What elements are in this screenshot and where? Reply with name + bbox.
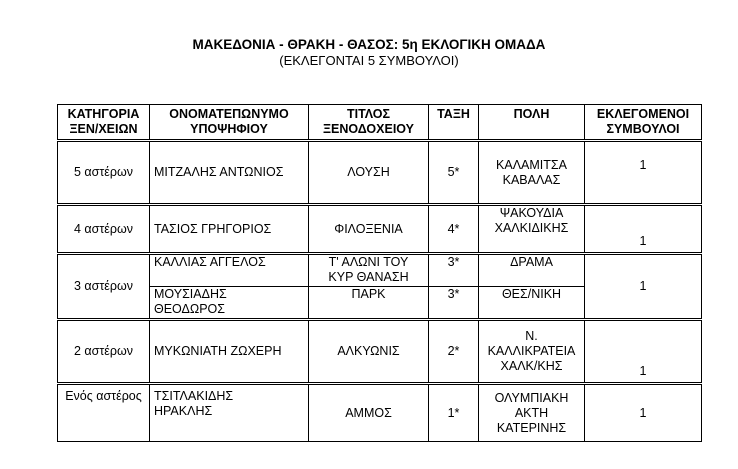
header-elected: ΕΚΛΕΓΟΜΕΝΟΙ ΣΥΜΒΟΥΛΟΙ (585, 105, 702, 141)
city-cell: ΔΡΑΜΑ (479, 254, 585, 287)
category-cell: 2 αστέρων (58, 320, 150, 384)
header-category: ΚΑΤΗΓΟΡΙΑ ΞΕΝ/ΧΕΙΩΝ (58, 105, 150, 141)
rating-cell: 5* (429, 141, 479, 205)
city-cell: ΨΑΚΟΥΔΙΑ ΧΑΛΚΙΔΙΚΗΣ (479, 205, 585, 254)
table-row (58, 254, 702, 287)
candidate-name-cell: ΜΥΚΩΝΙΑΤΗ ΖΩΧΕΡΗ (150, 320, 309, 384)
elected-cell: 1 (585, 254, 702, 320)
header-city: ΠΟΛΗ (479, 105, 585, 141)
table-row (58, 141, 702, 205)
city-cell: Ν. ΚΑΛΛΙΚΡΑΤΕΙΑ ΧΑΛΚ/ΚΗΣ (479, 320, 585, 384)
candidate-name-cell: ΜΙΤΖΑΛΗΣ ΑΝΤΩΝΙΟΣ (150, 141, 309, 205)
page-title: ΜΑΚΕΔΟΝΙΑ - ΘΡΑΚΗ - ΘΑΣΟΣ: 5η ΕΚΛΟΓΙΚΗ ΟΜΑΔΑ (192, 37, 546, 52)
elected-cell: 1 (585, 384, 702, 442)
header-hotel: ΤΙΤΛΟΣ ΞΕΝΟΔΟΧΕΙΟΥ (309, 105, 429, 141)
candidate-name-cell: ΜΟΥΣΙΑΔΗΣ ΘΕΟΔΩΡΟΣ (150, 287, 309, 320)
hotel-cell: ΠΑΡΚ (309, 287, 429, 320)
page-subtitle: (ΕΚΛΕΓΟΝΤΑΙ 5 ΣΥΜΒΟΥΛΟΙ) (279, 53, 459, 68)
hotel-cell: Τ' ΑΛΩΝΙ ΤΟΥ ΚΥΡ ΘΑΝΑΣΗ (309, 254, 429, 287)
hotel-cell: ΑΜΜΟΣ (309, 384, 429, 442)
hotel-cell: ΦΙΛΟΞΕΝΙΑ (309, 205, 429, 254)
table-header-row (58, 105, 702, 141)
elected-cell: 1 (585, 205, 702, 254)
city-cell: ΟΛΥΜΠΙΑΚΗ ΑΚΤΗ ΚΑΤΕΡΙΝΗΣ (479, 384, 585, 442)
hotel-cell: ΑΛΚΥΩΝΙΣ (309, 320, 429, 384)
category-cell: Ενός αστέρος (58, 384, 150, 442)
category-cell: 5 αστέρων (58, 141, 150, 205)
rating-cell: 3* (429, 287, 479, 320)
candidate-name-cell: ΚΑΛΛΙΑΣ ΑΓΓΕΛΟΣ (150, 254, 309, 287)
header-rating: ΤΑΞΗ (429, 105, 479, 141)
rating-cell: 1* (429, 384, 479, 442)
table-row (58, 205, 702, 254)
header-name: ΟΝΟΜΑΤΕΠΩΝΥΜΟ ΥΠΟΨΗΦΙΟΥ (150, 105, 309, 141)
candidate-name-cell: ΤΑΣΙΟΣ ΓΡΗΓΟΡΙΟΣ (150, 205, 309, 254)
city-cell: ΚΑΛΑΜΙΤΣΑ ΚΑΒΑΛΑΣ (479, 141, 585, 205)
hotel-cell: ΛΟΥΣΗ (309, 141, 429, 205)
candidates-table (57, 104, 702, 442)
rating-cell: 4* (429, 205, 479, 254)
category-cell: 3 αστέρων (58, 254, 150, 320)
category-cell: 4 αστέρων (58, 205, 150, 254)
elected-cell: 1 (585, 141, 702, 205)
candidate-name-cell: ΤΣΙΤΛΑΚΙΔΗΣ ΗΡΑΚΛΗΣ (150, 384, 309, 442)
rating-cell: 3* (429, 254, 479, 287)
table-row (58, 320, 702, 384)
elected-cell: 1 (585, 320, 702, 384)
rating-cell: 2* (429, 320, 479, 384)
city-cell: ΘΕΣ/ΝΙΚΗ (479, 287, 585, 320)
table-row (58, 384, 702, 442)
